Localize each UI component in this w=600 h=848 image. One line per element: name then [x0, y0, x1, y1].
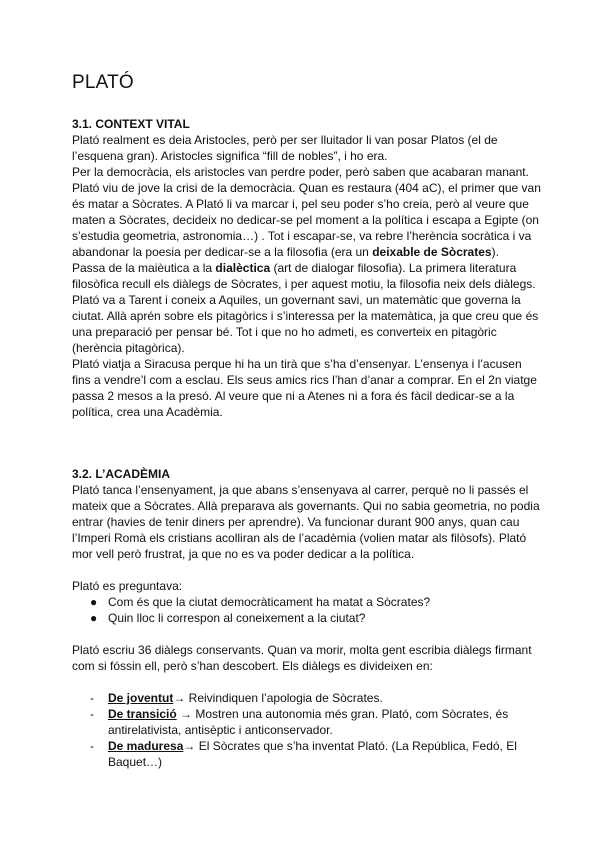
bold-term: dialèctica [215, 261, 271, 275]
section-academia [72, 466, 542, 562]
paragraph [72, 132, 542, 164]
paragraph [72, 260, 542, 292]
paragraph [72, 292, 542, 356]
list-item [72, 594, 542, 610]
paragraph: Plató escriu 36 diàlegs conservants. Quan va morir, molta gent escribia diàlegs firmant com si fóssin ell, però s’han descobert. Els diàlegs es divideixen en: [72, 643, 532, 673]
section-heading: 3.2. L’ACADÈMIA [72, 467, 171, 481]
questions-intro: Plató es preguntava: [72, 579, 183, 593]
bullet-icon: ● [90, 595, 98, 609]
dialogue-type-name: De joventut [108, 691, 174, 705]
dash-icon: - [90, 739, 94, 753]
list-item-text: Quin lloc li correspon al coneixement a la ciutat? [108, 611, 366, 625]
dialogue-type-name: De transició [108, 707, 177, 721]
paragraph [72, 164, 542, 260]
paragraph [72, 356, 542, 420]
section-body [72, 132, 542, 420]
page-title: PLATÓ [72, 72, 134, 93]
dialogue-type-text: Reivindiquen l’apologia de Sòcrates. [185, 691, 383, 705]
dash-icon: - [90, 707, 94, 721]
dialogue-type-name: De maduresa [108, 739, 184, 753]
dialogues-intro-block [72, 642, 542, 674]
dash-icon: - [90, 691, 94, 705]
list-item [72, 738, 542, 770]
questions-block [72, 578, 542, 626]
list-item [72, 690, 542, 706]
section-context-vital [72, 116, 542, 420]
text-run: ). [491, 245, 499, 259]
dialogue-type-text: Mostren una autonomia més gran. Plató, com Sòcrates, és antirelativista, antisèptic i anticonservador. [108, 707, 509, 737]
text-run: Plató realment es deia Aristocles, però per ser lluitador li van posar Platos (el de l’esquena gran). Aristocles significa “fill de nobles”, i ho era. [72, 133, 498, 163]
list-item [72, 610, 542, 626]
dialogue-types-list [72, 690, 542, 770]
text-run: Passa de la maièutica a la [72, 261, 216, 275]
text-run: (art de dialogar filosofia). La primera literatura filosòfica recull els diàlegs de Sòcrates, i per aquest motiu, la filosofia neix dels diàlegs. [72, 261, 536, 291]
arrow-icon: → [173, 691, 186, 705]
questions-list [72, 594, 542, 626]
paragraph: Plató tanca l’ensenyament, ja que abans s’ensenyava al carrer, perquè no li passés el mateix que a Sòcrates. Allà preparava als governants. Qui no sabia geometria, no podia entrar (havies de tenir diners per aprendre). Va funcionar durant 900 anys, quan cau l’Imperi Romà els cristians acolliran als de l’acadèmia (volien matar als filòsofs). Plató mor vell però frustrat, ja que no es va poder dedicar a la política. [72, 483, 540, 561]
arrow-icon: → [176, 707, 193, 721]
dialogue-type-text: El Sòcrates que s’ha inventat Plató. (La República, Fedó, El Baquet…) [108, 739, 517, 769]
bullet-icon: ● [90, 611, 98, 625]
dialogue-types-block [72, 690, 542, 770]
list-item-text: Com és que la ciutat democràticament ha matat a Sòcrates? [108, 595, 431, 609]
arrow-icon: → [183, 739, 196, 753]
section-heading: 3.1. CONTEXT VITAL [72, 117, 190, 131]
text-run: Plató viatja a Siracusa perque hi ha un tirà que s’ha d’ensenyar. L’ensenya i l’acusen fins a vendre’l com a esclau. Els seus amics rics l’han d’anar a comprar. En el 2n viatge passa 2 mesos a la presó. Al veure que ni a Atenes ni a fora és fàcil dedicar-se a la política, crea una Acadèmia. [72, 357, 537, 419]
bold-term: deixable de Sòcrates [372, 245, 492, 259]
text-run: Per la democràcia, els aristocles van perdre poder, però saben que acabaran manant. Plató viu de jove la crisi de la democràcia. Quan es restaura (404 aC), el primer que van és matar a Sòcrates. A Plató li va marcar i, pel seu poder s’ho creia, però al veure que maten a Sòcrates, decideix no dedicar-se pel moment a la política i escapa a Egipte (on s’estudia geometria, astronomia…) . Tot i escapar-se, va rebre l’herència socràtica i va abandonar la poesia per dedicar-se a la filosofia (era un [72, 165, 541, 259]
text-run: Plató va a Tarent i coneix a Aquiles, un governant savi, un matemàtic que governa la ciutat. Allà aprén sobre els pitagòrics i s’interessa per la matemàtica, ja que creu que és una preparació per pensar bé. Tot i que no ho admeti, es converteix en pitagòric (herència pitagòrica). [72, 293, 539, 355]
list-item [72, 706, 542, 738]
